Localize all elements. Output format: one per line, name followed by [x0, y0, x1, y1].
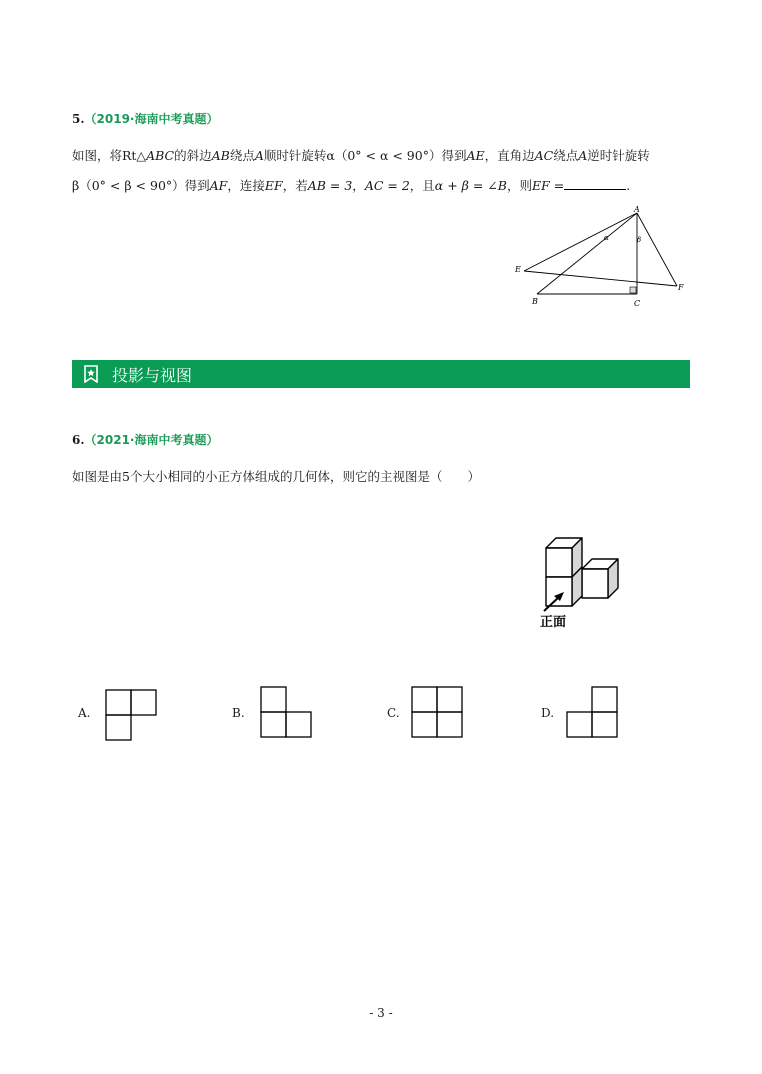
option-b-figure[interactable] [260, 686, 312, 738]
answer-blank[interactable] [564, 177, 626, 190]
page-number: - 3 - [369, 1006, 393, 1020]
label-beta: β [637, 236, 642, 244]
bookmark-star-icon [78, 360, 104, 388]
q5-number: 5. [72, 112, 85, 126]
q5-header [72, 110, 219, 127]
q6-text: 如图是由5个大小相同的小正方体组成的几何体，则它的主视图是（ ） [72, 469, 480, 484]
q6-number: 6. [72, 433, 85, 447]
segment-ef [524, 271, 677, 286]
label-a: A [634, 205, 640, 214]
q5-triangle-figure [508, 200, 698, 315]
label-alpha: α [604, 234, 609, 242]
section-bar [72, 360, 690, 388]
q5-text [72, 141, 702, 201]
label-e: E [515, 265, 521, 274]
label-f: F [678, 283, 684, 292]
q5-line-1: 如图，将Rt△ABC的斜边AB绕点A顺时针旋转α（0° < α < 90°）得到AE，直角边AC绕点A逆时针旋转 [72, 148, 650, 163]
q6-cube-figure [530, 528, 630, 633]
q6-source: （2021·海南中考真题） [84, 433, 219, 447]
option-c-label[interactable]: C. [387, 706, 400, 720]
q5-line-2: β（0° < β < 90°）得到AF，连接EF，若AB = 3，AC = 2，且α + β = ∠B，则EF = . [72, 178, 631, 193]
segment-ab [537, 213, 637, 294]
option-b-label[interactable]: B. [232, 706, 245, 720]
option-a-figure[interactable] [105, 689, 157, 741]
segment-ae [524, 213, 637, 271]
option-c-figure[interactable] [411, 686, 463, 738]
option-a-label[interactable]: A. [78, 706, 91, 720]
label-b: B [532, 297, 538, 306]
option-d-label[interactable]: D. [541, 706, 555, 720]
label-c: C [634, 299, 641, 308]
section-title: 投影与视图 [112, 365, 193, 385]
front-label: 正面 [540, 615, 567, 630]
option-d-figure[interactable] [566, 686, 618, 738]
q6-header [72, 431, 219, 448]
right-angle-mark [630, 287, 636, 293]
q5-source: （2019·海南中考真题） [84, 112, 219, 126]
segment-af [637, 213, 677, 286]
